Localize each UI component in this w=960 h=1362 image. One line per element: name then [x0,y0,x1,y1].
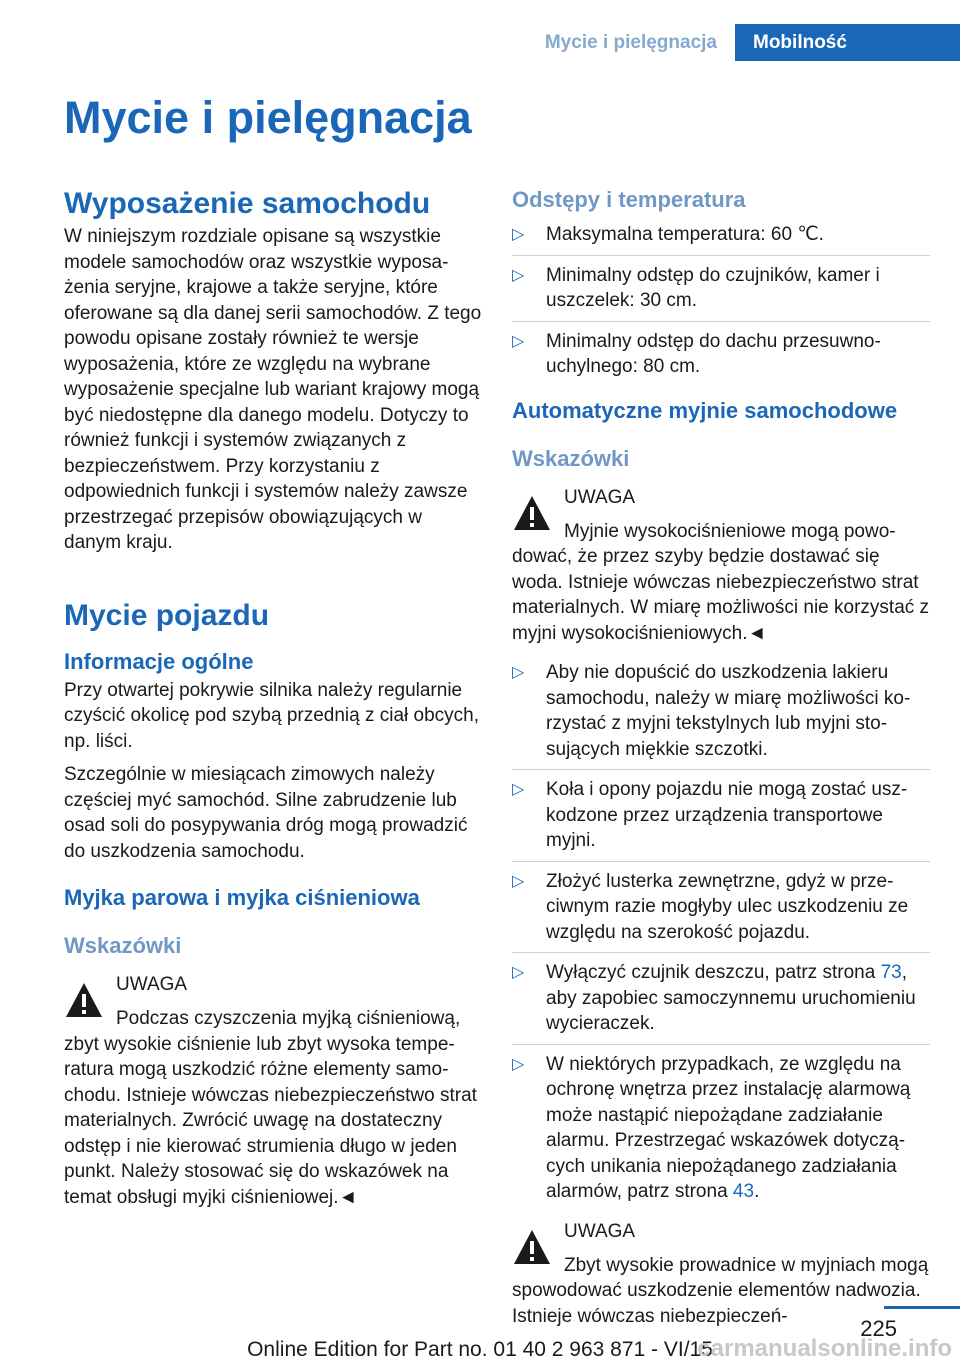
header-chapter-tab: Mobilność [735,24,960,61]
general-paragraph-1: Przy otwartej pokrywie silnika należy regularnie czyścić okolicę pod szybą przednią z ciał obcych, np. liści. [64,679,480,752]
warning-block [64,972,482,1210]
warning-triangle-icon [512,493,552,533]
bullet-triangle-icon: ▷ [512,266,525,284]
heading-tips: Wskazówki [64,933,182,958]
list-item [512,263,930,322]
page-link-73[interactable]: 73 [880,962,902,983]
warning-text: Myjnie wysokociśnieniowe mogą powodować, że przez szyby będzie dostawać się woda. Istnieje wówczas niebezpieczeństwo strat materialnych. W miarę możliwości nie korzystać z myjni wysokociśnieniowych.◄ [512,520,930,644]
page-title: Mycie i pielęgnacja [64,92,472,143]
page-number: 225 [860,1316,897,1341]
warning-text: Zbyt wysokie prowadnice w myjniach mogą spowodować uszkodzenie elementów nadwozia. Istnieje wówczas niebezpieczeń- [512,1254,929,1327]
list-item-text: Minimalny odstęp do czujników, kamer i uszczelek: 30 cm. [546,264,880,311]
bullet-triangle-icon: ▷ [512,664,525,681]
heading-equipment: Wyposażenie samochodu [64,187,431,220]
page-link-43[interactable]: 43 [732,1181,755,1202]
heading-vehicle-washing: Mycie pojazdu [64,598,270,632]
list-item [512,329,930,387]
heading-general-info: Informacje ogólne [64,648,254,674]
bullet-triangle-icon: ▷ [512,964,525,981]
warning-triangle-icon [512,1227,552,1267]
watermark: carmanualsonline.info [697,1335,952,1362]
list-item-text: Minimalny odstęp do dachu przesuwno-uchylnego: 80 cm. [546,330,881,377]
list-item-text: W niektórych przypadkach, ze względu na ochronę wnętrza przez instalację alarmową może nastąpić niepożądane zadziałanie alarmu. Przestrzegać wskazówek dotyczących unikania niepożądanego zadziałania alarmów, patrz strona [546,1053,911,1202]
carwash-list [512,660,930,1212]
list-item-text: Maksymalna temperatura: 60 ℃. [546,224,824,245]
list-item-text: Aby nie dopuścić do uszkodzenia lakieru samochodu, należy w miarę możliwości korzystać z myjni tekstylnych lub myjni stosujących miękkie szczotki. [546,662,911,760]
header-section-tab: Mycie i pielęgnacja [544,32,717,53]
heading-steam-pressure-washer: Myjka parowa i myjka ciśnieniowa [64,885,420,910]
list-item-text: Wyłączyć czujnik deszczu, patrz strona [546,962,881,983]
list-item-text: Koła i opony pojazdu nie mogą zostać uszkodzone przez urządzenia transportowe myjni. [546,779,908,851]
warning-block [512,485,930,647]
bullet-triangle-icon: ▷ [512,872,525,890]
heading-tips: Wskazówki [512,445,630,471]
list-item [512,660,930,770]
heading-distances-temperature: Odstępy i temperatura [512,187,746,212]
warning-block [512,1219,930,1330]
list-item-text-cont: , aby zapobiec samoczynnemu uruchomieniu wycieraczek. [546,962,916,1034]
list-item-text: Złożyć lusterka zewnętrzne, gdyż w przeciwnym razie mogłyby ulec uszkodzeniu ze względu na szerokość pojazdu. [546,870,909,943]
list-item [512,777,930,862]
header-tabs [527,24,960,61]
bullet-triangle-icon: ▷ [512,1055,525,1073]
equipment-paragraph: W niniejszym rozdziale opisane są wszystkie modele samochodów oraz wszystkie wyposażenia seryjne, krajowe a także seryjne, które oferowane są dla danej serii samochodów. Z tego powodu opisane zostały również te wersje wyposażenia, które ze względu na wybrane wyposażenie specjalne lub wariant krajowy mogą być niedostępne dla danego modelu. Dotyczy to również funkcji i systemów związanych z bezpieczeństwem. Przy korzystaniu z odpowiednich funkcji i systemów należy zawsze przestrzegać przepisów obowiązujących w danym kraju. [64,226,482,553]
list-item-text-cont: . [754,1181,760,1202]
bullet-triangle-icon: ▷ [512,226,525,243]
left-column [64,186,482,1210]
bullet-triangle-icon: ▷ [512,781,525,798]
warning-caption: UWAGA [564,486,636,508]
list-item [512,869,930,954]
distances-list [512,222,930,387]
right-column [512,186,930,1329]
footer-accent-line [884,1306,960,1309]
general-paragraph-2: Szczególnie w miesiącach zimowych należy częściej myć samochód. Silne zabrudzenie lub osad soli do posypywania dróg mogą prowadzić do uszkodzenia samochodu. [64,764,468,862]
footer-edition: Online Edition for Part no. 01 40 2 963 871 - VI/15 [247,1338,713,1361]
bullet-triangle-icon: ▷ [512,332,525,350]
heading-automatic-carwash: Automatyczne myjnie samochodowe [512,397,898,423]
list-item [512,960,930,1045]
warning-caption: UWAGA [116,974,188,995]
list-item [512,1052,930,1212]
warning-caption: UWAGA [564,1220,636,1242]
warning-text: Podczas czyszczenia myjką ciśnieniową, zbyt wysokie ciśnienie lub zbyt wysoka temperatura mogą uszkodzić różne elementy samochodu. Istnieje wówczas niebezpieczeństwo strat materialnych. Zwrócić uwagę na dostateczny odstęp i nie kierować strumienia długo w jeden punkt. Należy stosować się do wskazówek na temat obsługi myjki ciśnieniowej.◄ [64,1008,477,1208]
warning-triangle-icon [64,980,104,1020]
list-item [512,222,930,256]
